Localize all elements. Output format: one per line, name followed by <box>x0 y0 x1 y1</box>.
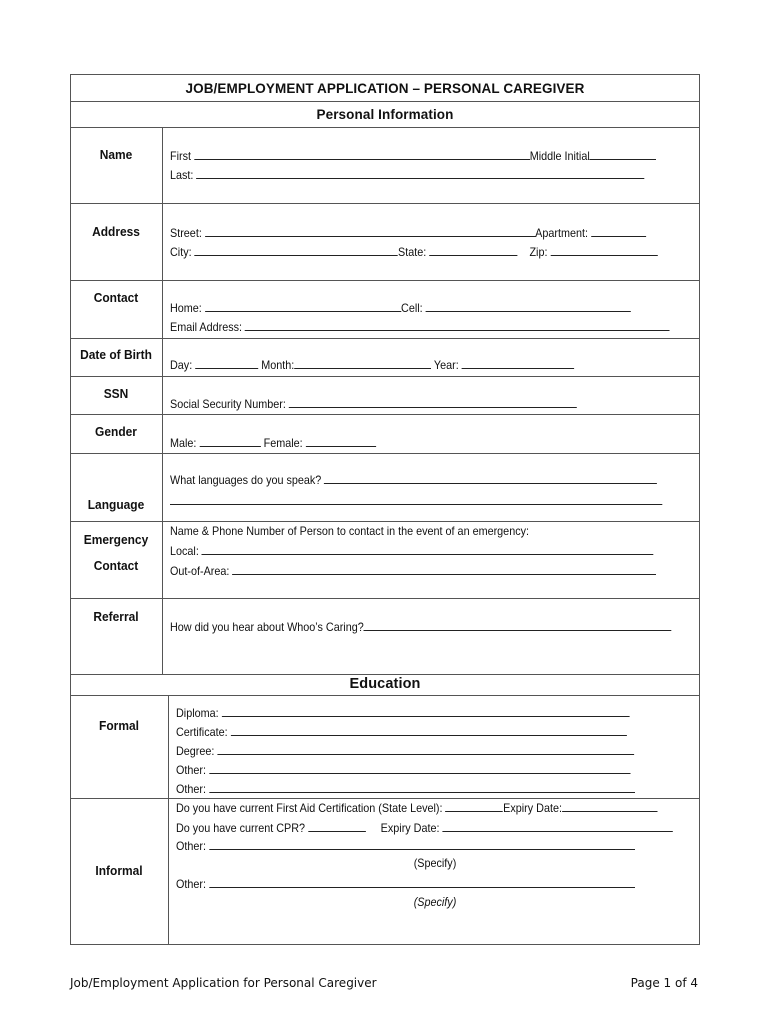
ssn-blank[interactable] <box>289 396 577 408</box>
divider <box>70 280 700 281</box>
divider <box>70 127 700 128</box>
certificate-line[interactable]: Certificate: <box>176 724 627 739</box>
home-phone-line[interactable]: Home: Cell: <box>170 300 631 315</box>
date-of-birth-line[interactable]: Day: Month: Year: <box>170 357 574 372</box>
middle-initial-blank[interactable] <box>590 148 657 160</box>
label-language: Language <box>87 497 145 512</box>
label-ssn: SSN <box>103 386 129 401</box>
city-blank[interactable] <box>195 244 398 256</box>
year-blank[interactable] <box>462 357 575 369</box>
divider <box>70 521 700 522</box>
informal-other-blank-2[interactable] <box>209 876 635 888</box>
label-emergency: Emergency <box>83 532 149 547</box>
male-blank[interactable] <box>199 435 260 447</box>
cpr-line[interactable]: Do you have current CPR? Expiry Date: <box>176 820 673 835</box>
divider <box>70 414 700 415</box>
certificate-blank[interactable] <box>231 724 627 736</box>
label-name: Name <box>99 147 133 162</box>
formal-other-blank[interactable] <box>209 762 630 774</box>
first-aid-expiry-blank[interactable] <box>562 800 657 812</box>
first-aid-line[interactable]: Do you have current First Aid Certification (State Level): Expiry Date: <box>176 800 657 815</box>
referral-blank[interactable] <box>364 619 672 631</box>
divider <box>70 376 700 377</box>
formal-other-blank-2[interactable] <box>209 781 635 793</box>
label-referral: Referral <box>93 609 139 624</box>
informal-other-blank[interactable] <box>209 838 635 850</box>
referral-line[interactable]: How did you hear about Whoo’s Caring? <box>170 619 672 634</box>
city-line[interactable]: City: State: Zip: <box>170 244 658 259</box>
column-divider <box>162 127 163 674</box>
formal-other-line-2[interactable]: Other: <box>176 781 635 796</box>
divider <box>70 453 700 454</box>
emergency-intro: Name & Phone Number of Person to contact in the event of an emergency: <box>170 524 530 538</box>
divider <box>70 798 700 799</box>
degree-blank[interactable] <box>217 743 634 755</box>
column-divider <box>168 695 169 945</box>
local-contact-blank[interactable] <box>202 543 654 555</box>
label-emergency-contact: Contact <box>93 558 139 573</box>
diploma-blank[interactable] <box>222 705 630 717</box>
cpr-expiry-blank[interactable] <box>443 820 673 832</box>
label-address: Address <box>92 224 140 239</box>
zip-blank[interactable] <box>550 244 657 256</box>
email-blank[interactable] <box>245 319 670 331</box>
out-of-area-contact-blank[interactable] <box>232 563 656 575</box>
page-number: Page 1 of 4 <box>630 976 698 990</box>
section-education: Education <box>349 676 421 692</box>
street-blank[interactable] <box>205 225 535 237</box>
state-blank[interactable] <box>429 244 517 256</box>
informal-other-line-2[interactable]: Other: <box>176 876 635 891</box>
languages-blank[interactable] <box>324 472 657 484</box>
month-blank[interactable] <box>294 357 431 369</box>
last-name-blank[interactable] <box>196 167 644 179</box>
divider <box>70 598 700 599</box>
label-formal: Formal <box>99 718 139 733</box>
informal-other-line[interactable]: Other: <box>176 838 635 853</box>
local-contact-line[interactable]: Local: <box>170 543 654 558</box>
specify-caption: (Specify) <box>413 895 457 909</box>
label-date-of-birth: Date of Birth <box>80 347 152 362</box>
divider <box>70 674 700 675</box>
formal-other-line[interactable]: Other: <box>176 762 630 777</box>
home-phone-blank[interactable] <box>205 300 401 312</box>
out-of-area-contact-line[interactable]: Out-of-Area: <box>170 563 656 578</box>
divider <box>70 101 700 102</box>
divider <box>70 338 700 339</box>
languages-line-2[interactable] <box>170 493 662 508</box>
first-name-blank[interactable] <box>194 148 530 160</box>
ssn-line[interactable]: Social Security Number: <box>170 396 577 411</box>
languages-line[interactable]: What languages do you speak? <box>170 472 657 487</box>
divider <box>70 695 700 696</box>
first-aid-blank[interactable] <box>446 800 504 812</box>
street-line[interactable]: Street: Apartment: <box>170 225 646 240</box>
label-gender: Gender <box>95 424 137 439</box>
section-personal-information: Personal Information <box>316 107 454 122</box>
gender-line[interactable]: Male: Female: <box>170 435 376 450</box>
degree-line[interactable]: Degree: <box>176 743 634 758</box>
languages-blank-2[interactable] <box>170 493 662 505</box>
divider <box>70 203 700 204</box>
diploma-line[interactable]: Diploma: <box>176 705 629 720</box>
page-title: JOB/EMPLOYMENT APPLICATION – PERSONAL CAREGIVER <box>185 81 585 96</box>
female-blank[interactable] <box>306 435 376 447</box>
cpr-blank[interactable] <box>308 820 366 832</box>
email-line[interactable]: Email Address: <box>170 319 670 334</box>
footer-document-title: Job/Employment Application for Personal Caregiver <box>70 976 377 990</box>
label-contact: Contact <box>93 290 139 305</box>
specify-caption: (Specify) <box>413 856 457 870</box>
apartment-blank[interactable] <box>591 225 646 237</box>
day-blank[interactable] <box>195 357 258 369</box>
label-informal: Informal <box>95 863 143 878</box>
cell-phone-blank[interactable] <box>426 300 631 312</box>
first-name-line[interactable]: First Middle Initial <box>170 148 656 163</box>
last-name-line[interactable]: Last: <box>170 167 645 182</box>
